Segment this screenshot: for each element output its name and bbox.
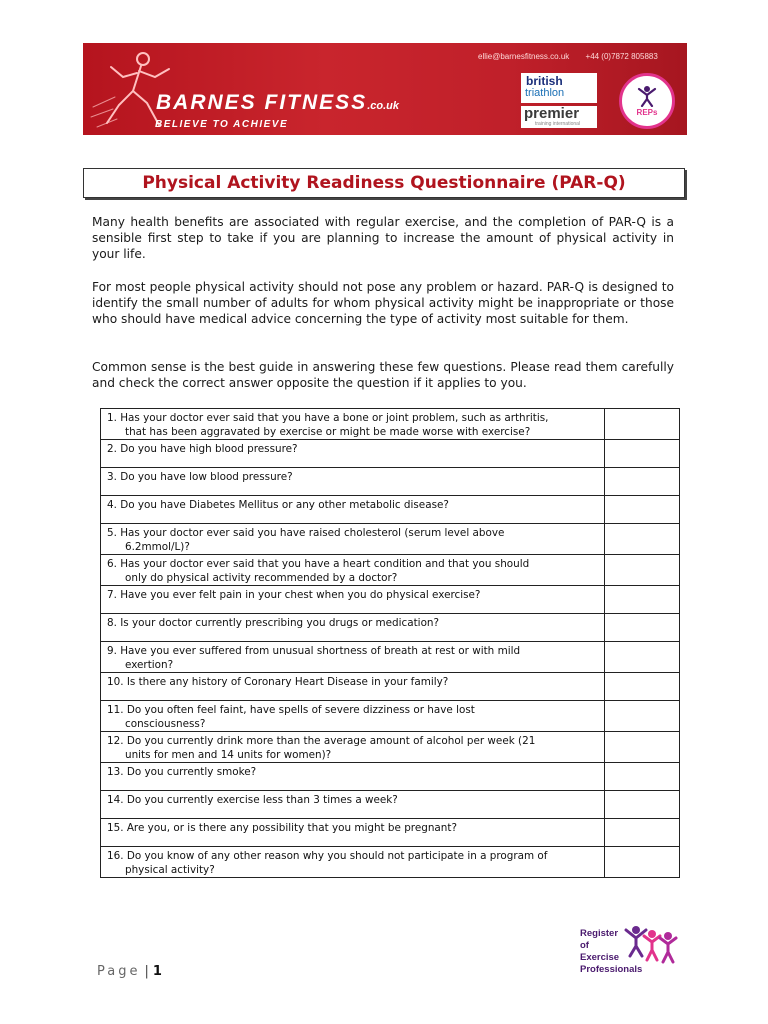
question-text-8 xyxy=(101,614,605,642)
page-label: Page xyxy=(97,964,141,979)
question-text-10 xyxy=(101,673,605,701)
question-row-13 xyxy=(101,763,680,791)
question-text-15 xyxy=(101,819,605,847)
register-of-exercise-professionals-logo xyxy=(580,922,680,986)
brand-suffix: .co.uk xyxy=(367,100,399,112)
answer-cell-15[interactable] xyxy=(605,819,680,847)
question-row-6 xyxy=(101,555,680,586)
question-text-3 xyxy=(101,468,605,496)
question-row-9 xyxy=(101,642,680,673)
answer-cell-7[interactable] xyxy=(605,586,680,614)
answer-cell-14[interactable] xyxy=(605,791,680,819)
register-logo-line2: of xyxy=(580,940,589,951)
question-text-7 xyxy=(101,586,605,614)
question-4-line1: 4. Do you have Diabetes Mellitus or any other metabolic disease? xyxy=(107,499,449,511)
question-row-2 xyxy=(101,440,680,468)
brand-name: BARNES FITNESS xyxy=(156,91,368,114)
question-6-line2: only do physical activity recommended by a doctor? xyxy=(125,572,398,584)
question-row-5 xyxy=(101,524,680,555)
question-text-12 xyxy=(101,732,605,763)
question-5-line2: 6.2mmol/L)? xyxy=(125,541,190,553)
question-row-15 xyxy=(101,819,680,847)
question-row-1 xyxy=(101,409,680,440)
question-text-5 xyxy=(101,524,605,555)
answer-cell-8[interactable] xyxy=(605,614,680,642)
question-text-13 xyxy=(101,763,605,791)
british-triathlon-line2: triathlon xyxy=(525,87,565,99)
intro-paragraph-1: Many health benefits are associated with regular exercise, and the completion of PAR-Q is a sensible first step to take if you are planning to increase the amount of physical activity in your life. xyxy=(92,215,674,261)
question-text-6 xyxy=(101,555,605,586)
brand-tagline: BELIEVE TO ACHIEVE xyxy=(155,119,289,130)
contact-info xyxy=(478,52,672,61)
answer-cell-3[interactable] xyxy=(605,468,680,496)
question-1-line2: that has been aggravated by exercise or might be made worse with exercise? xyxy=(125,426,531,438)
question-14-line1: 14. Do you currently exercise less than 3 times a week? xyxy=(107,794,398,806)
question-text-11 xyxy=(101,701,605,732)
answer-cell-5[interactable] xyxy=(605,524,680,555)
answer-cell-9[interactable] xyxy=(605,642,680,673)
question-11-line2: consciousness? xyxy=(125,718,206,730)
question-15-line1: 15. Are you, or is there any possibility that you might be pregnant? xyxy=(107,822,457,834)
british-triathlon-logo xyxy=(521,73,597,103)
register-logo-line3: Exercise xyxy=(580,952,620,963)
question-7-line1: 7. Have you ever felt pain in your chest when you do physical exercise? xyxy=(107,589,481,601)
premier-line1: premier xyxy=(524,105,580,122)
answer-cell-16[interactable] xyxy=(605,847,680,878)
question-text-16 xyxy=(101,847,605,878)
question-text-1 xyxy=(101,409,605,440)
question-row-12 xyxy=(101,732,680,763)
intro-paragraph-2: For most people physical activity should not pose any problem or hazard. PAR-Q is designed to identify the small number of adults for whom physical activity might be inappropriate or those who should have medical advice concerning the type of activity most suitable for them. xyxy=(92,280,674,326)
register-logo-line4: Professionals xyxy=(580,964,643,975)
premier-line2: training international xyxy=(535,121,581,127)
page-separator: | xyxy=(144,964,149,979)
question-text-14 xyxy=(101,791,605,819)
question-16-line1: 16. Do you know of any other reason why you should not participate in a program of xyxy=(107,850,548,862)
answer-cell-4[interactable] xyxy=(605,496,680,524)
question-row-16 xyxy=(101,847,680,878)
title-box xyxy=(83,168,685,198)
question-2-line1: 2. Do you have high blood pressure? xyxy=(107,443,298,455)
answer-cell-13[interactable] xyxy=(605,763,680,791)
questionnaire-table xyxy=(100,408,680,878)
question-row-8 xyxy=(101,614,680,642)
question-row-7 xyxy=(101,586,680,614)
answer-cell-6[interactable] xyxy=(605,555,680,586)
reps-logo xyxy=(619,73,675,129)
brand-logo xyxy=(156,91,399,115)
question-9-line2: exertion? xyxy=(125,659,174,671)
british-triathlon-line1: british xyxy=(526,74,563,88)
page-footer xyxy=(97,964,162,979)
phone-text: +44 (0)7872 805883 xyxy=(585,52,658,61)
answer-cell-12[interactable] xyxy=(605,732,680,763)
question-3-line1: 3. Do you have low blood pressure? xyxy=(107,471,293,483)
people-figures-icon xyxy=(624,924,680,964)
question-8-line1: 8. Is your doctor currently prescribing you drugs or medication? xyxy=(107,617,440,629)
question-12-line1: 12. Do you currently drink more than the average amount of alcohol per week (21 xyxy=(107,735,536,747)
answer-cell-2[interactable] xyxy=(605,440,680,468)
question-row-14 xyxy=(101,791,680,819)
question-text-2 xyxy=(101,440,605,468)
question-16-line2: physical activity? xyxy=(125,864,215,876)
question-12-line2: units for men and 14 units for women)? xyxy=(125,749,332,761)
email-text[interactable]: ellie@barnesfitness.co.uk xyxy=(478,52,570,61)
answer-cell-10[interactable] xyxy=(605,673,680,701)
answer-cell-1[interactable] xyxy=(605,409,680,440)
question-13-line1: 13. Do you currently smoke? xyxy=(107,766,257,778)
question-10-line1: 10. Is there any history of Coronary Heart Disease in your family? xyxy=(107,676,449,688)
question-6-line1: 6. Has your doctor ever said that you have a heart condition and that you should xyxy=(107,558,530,570)
question-row-3 xyxy=(101,468,680,496)
page-title: Physical Activity Readiness Questionnaire (PAR-Q) xyxy=(142,173,626,193)
header-banner xyxy=(83,43,687,135)
question-1-line1: 1. Has your doctor ever said that you have a bone or joint problem, such as arthritis, xyxy=(107,412,549,424)
question-row-4 xyxy=(101,496,680,524)
question-9-line1: 9. Have you ever suffered from unusual shortness of breath at rest or with mild xyxy=(107,645,521,657)
question-text-4 xyxy=(101,496,605,524)
question-row-10 xyxy=(101,673,680,701)
question-text-9 xyxy=(101,642,605,673)
question-row-11 xyxy=(101,701,680,732)
question-11-line1: 11. Do you often feel faint, have spells of severe dizziness or have lost xyxy=(107,704,475,716)
question-5-line1: 5. Has your doctor ever said you have raised cholesterol (serum level above xyxy=(107,527,505,539)
answer-cell-11[interactable] xyxy=(605,701,680,732)
reps-text: REPs xyxy=(636,108,658,117)
reps-figure-icon xyxy=(637,85,657,107)
premier-logo xyxy=(521,106,597,128)
intro-paragraph-3: Common sense is the best guide in answering these few questions. Please read them carefully and check the correct answer opposite the question if it applies to you. xyxy=(92,360,674,390)
page-number: 1 xyxy=(152,964,162,979)
register-logo-line1: Register xyxy=(580,928,619,939)
